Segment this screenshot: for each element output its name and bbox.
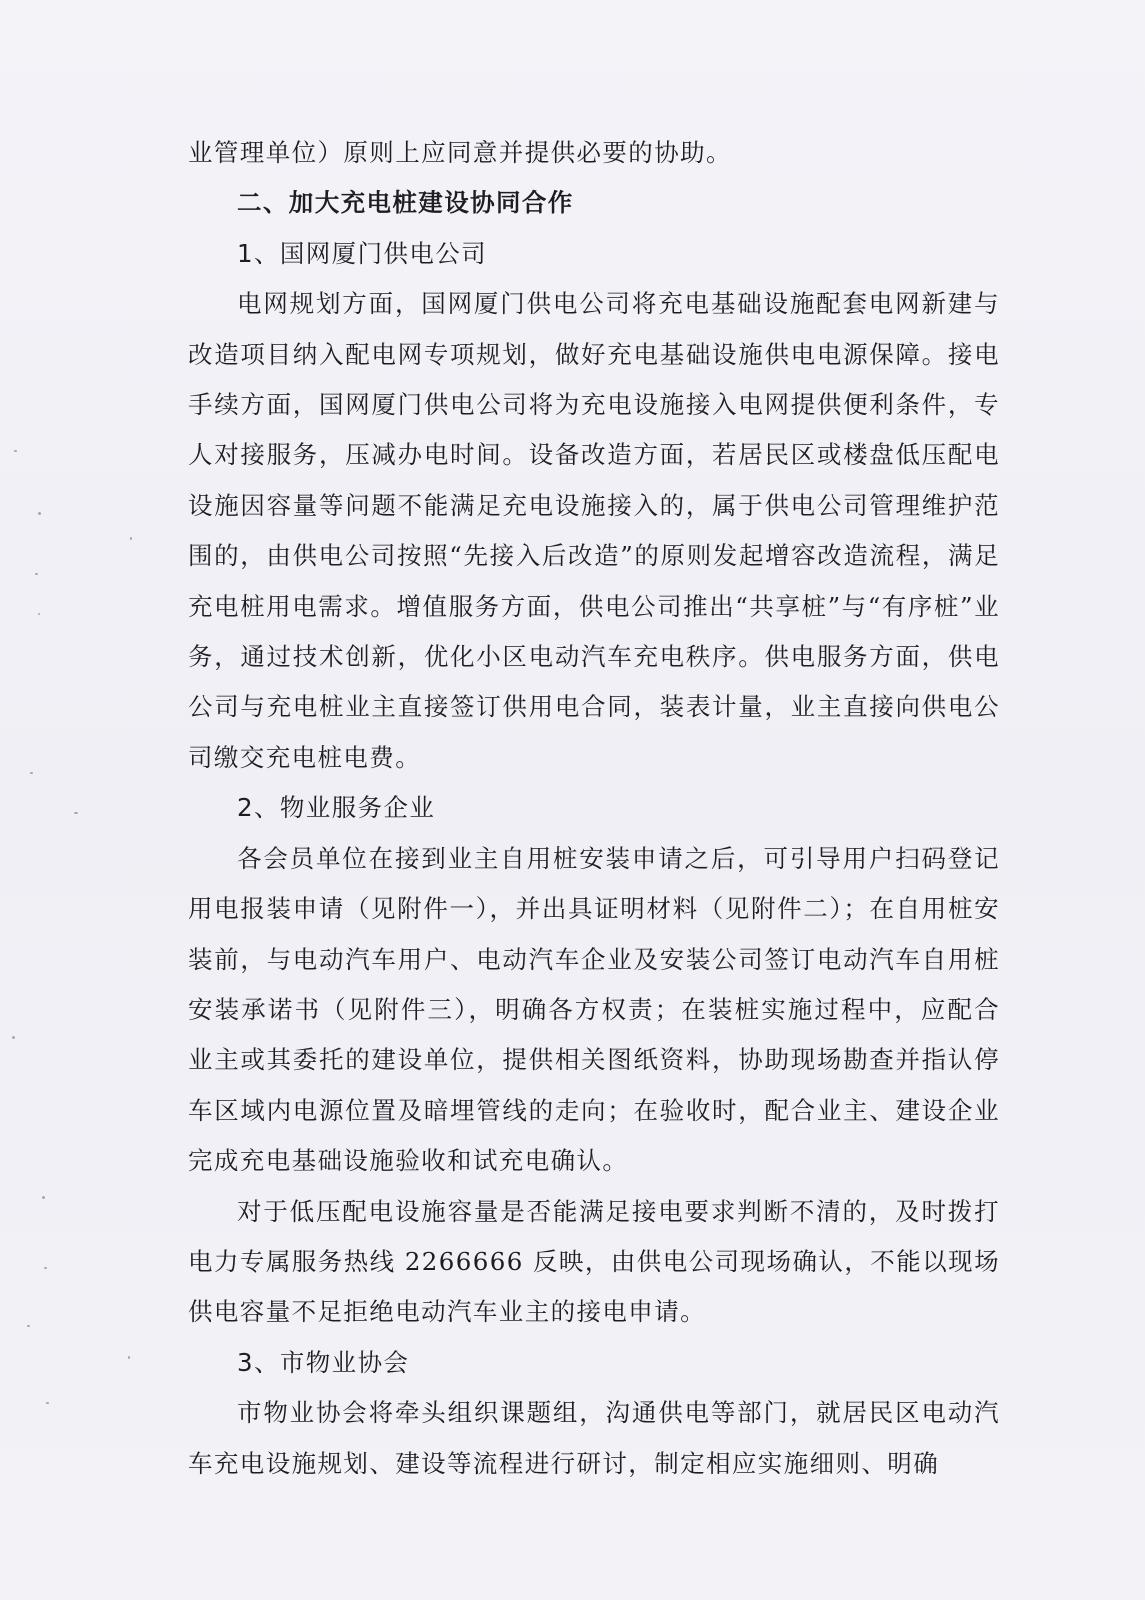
scan-speck — [46, 1402, 49, 1404]
subheading-association: 3、市物业协会 — [237, 1347, 410, 1377]
scan-speck — [14, 450, 17, 452]
paragraph-association: 市物业协会将牵头组织课题组，沟通供电等部门，就居民区电动汽车充电设施规划、建设等流程进行研讨，制定相应实施细则、明确 — [188, 1398, 1000, 1478]
document-body — [188, 128, 1000, 1489]
paragraph-continuation: 业管理单位）原则上应同意并提供必要的协助。 — [188, 138, 732, 167]
scan-speck — [128, 1356, 130, 1359]
paragraph-hotline: 对于低压配电设施容量是否能满足接电要求判断不清的，及时拨打电力专属服务热线 2266666 反映，由供电公司现场确认，不能以现场供电容量不足拒绝电动汽车业主的接电申请。 — [188, 1196, 1000, 1327]
paragraph-grid-services: 电网规划方面，国网厦门供电公司将充电基础设施配套电网新建与改造项目纳入配电网专项规划，做好充电基础设施供电电源保障。接电手续方面，国网厦门供电公司将为充电设施接入电网提供便利条件，专人对接服务，压减办电时间。设备改造方面，若居民区或楼盘低压配电设施因容量等问题不能满足充电设施接入的，属于供电公司管理维护范围的，由供电公司按照“先接入后改造”的原则发起增容改造流程，满足充电桩用电需求。增值服务方面，供电公司推出“共享桩”与“有序桩”业务，通过技术创新，优化小区电动汽车充电秩序。供电服务方面，供电公司与充电桩业主直接签订供用电合同，装表计量，业主直接向供电公司缴交充电桩电费。 — [188, 289, 1000, 772]
scan-speck — [38, 613, 40, 615]
scan-speck — [38, 512, 41, 515]
scan-speck — [30, 772, 33, 774]
scan-speck — [44, 1267, 47, 1269]
paragraph-member-units: 各会员单位在接到业主自用桩安装申请之后，可引导用户扫码登记用电报装申请（见附件一），并出具证明材料（见附件二）；在自用桩安装前，与电动汽车用户、电动汽车企业及安装公司签订电动汽车自用桩安装承诺书（见附件三），明确各方权责；在装桩实施过程中，应配合业主或其委托的建设单位，提供相关图纸资料，协助现场勘查并指认停车区域内电源位置及暗埋管线的走向；在验收时，配合业主、建设企业完成充电基础设施验收和试充电确认。 — [188, 843, 1000, 1176]
scan-speck — [74, 812, 78, 814]
section-heading: 二、加大充电桩建设协同合作 — [237, 188, 574, 218]
scan-speck — [42, 1196, 45, 1199]
scan-speck — [27, 1325, 30, 1327]
subheading-state-grid: 1、国网厦门供电公司 — [237, 238, 488, 268]
scan-speck — [130, 537, 132, 540]
scan-speck — [35, 573, 38, 575]
subheading-property-firms: 2、物业服务企业 — [237, 793, 436, 823]
scan-speck — [12, 1036, 15, 1039]
